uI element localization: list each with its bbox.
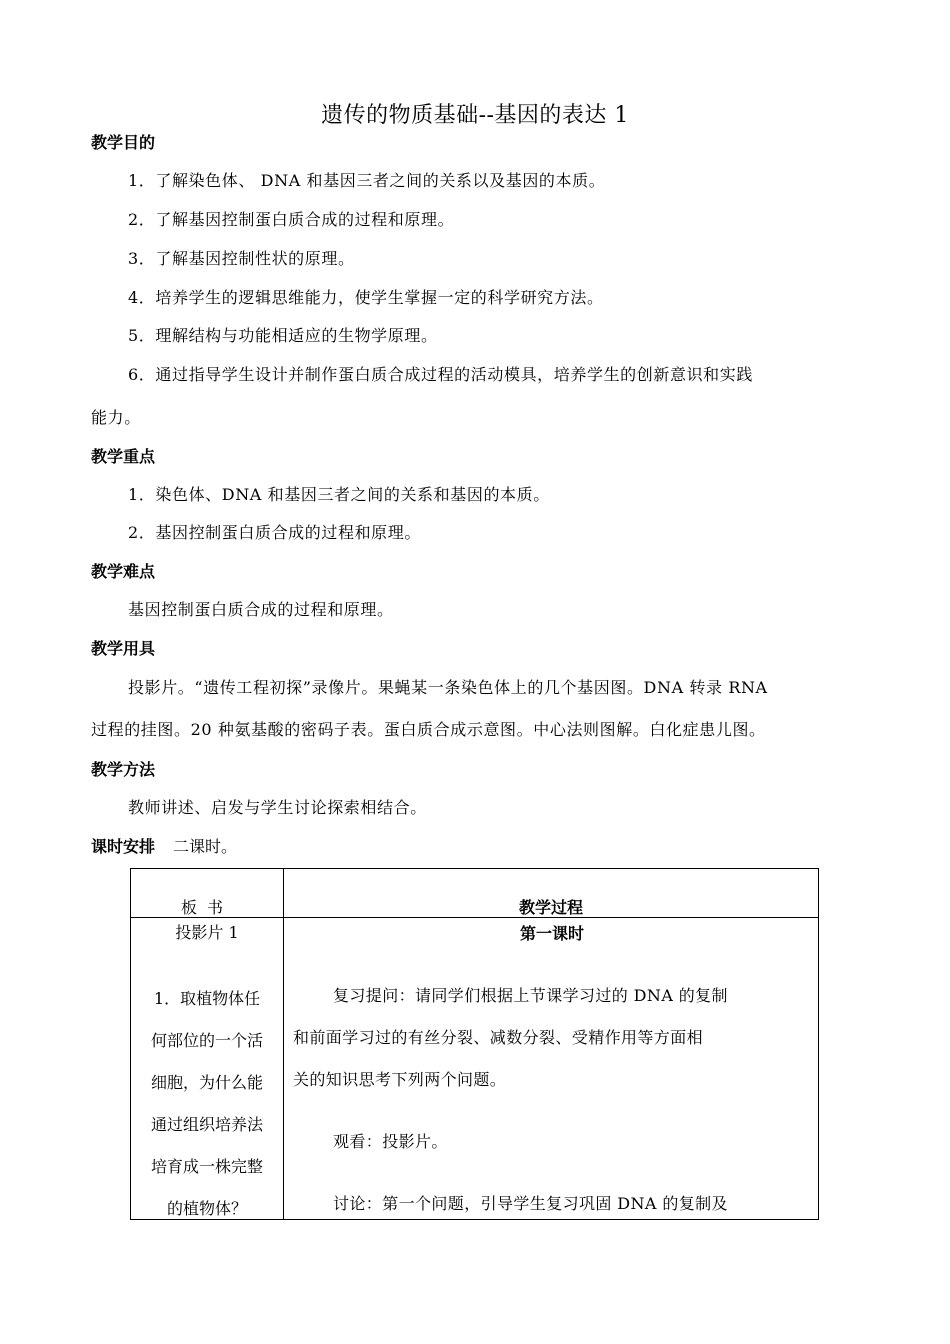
objective-item: 2．了解基因控制蛋白质合成的过程和原理。	[128, 210, 455, 229]
tools-text-line: 投影片。“遗传工程初探”录像片。果蝇某一条染色体上的几个基因图。DNA 转录 RNA	[128, 678, 768, 697]
lesson-table	[130, 868, 819, 1220]
process-line: 观看：投影片。	[333, 1132, 448, 1151]
objective-item: 6．通过指导学生设计并制作蛋白质合成过程的活动模具，培养学生的创新意识和实践	[128, 365, 753, 384]
objectives-heading: 教学目的	[91, 133, 156, 152]
blackboard-line: 通过组织培养法	[150, 1115, 263, 1134]
schedule-heading: 课时安排	[91, 837, 156, 856]
blackboard-line: 1．取植物体任	[153, 989, 261, 1008]
methods-text: 教师讲述、启发与学生讨论探索相结合。	[128, 798, 427, 817]
process-line: 和前面学习过的有丝分裂、减数分裂、受精作用等方面相	[293, 1028, 704, 1047]
blackboard-line: 何部位的一个活	[150, 1031, 263, 1050]
tools-text-line: 过程的挂图。20 种氨基酸的密码子表。蛋白质合成示意图。中心法则图解。白化症患儿图。	[91, 720, 766, 739]
objective-item: 3．了解基因控制性状的原理。	[128, 249, 355, 268]
blackboard-line: 的植物体？	[166, 1199, 247, 1218]
slide-label: 投影片 1	[175, 923, 239, 942]
key-point-item: 1．染色体、DNA 和基因三者之间的关系和基因的本质。	[128, 485, 550, 504]
process-line: 讨论：第一个问题，引导学生复习巩固 DNA 的复制及	[333, 1194, 728, 1213]
process-column	[293, 921, 811, 1213]
schedule-value: 二课时。	[173, 837, 238, 856]
process-line: 关的知识思考下列两个问题。	[293, 1070, 507, 1089]
blackboard-line: 培育成一株完整	[150, 1157, 263, 1176]
document-title: 遗传的物质基础--基因的表达 1	[321, 103, 629, 128]
methods-heading: 教学方法	[91, 760, 156, 779]
schedule-line	[91, 834, 237, 857]
key-point-item: 2．基因控制蛋白质合成的过程和原理。	[128, 523, 421, 542]
difficulties-heading: 教学难点	[91, 562, 156, 581]
objective-item: 4．培养学生的逻辑思维能力，使学生掌握一定的科学研究方法。	[128, 288, 604, 307]
objective-item: 1．了解染色体、 DNA 和基因三者之间的关系以及基因的本质。	[128, 171, 606, 190]
difficulties-text: 基因控制蛋白质合成的过程和原理。	[128, 600, 394, 619]
process-line: 复习提问：请同学们根据上节课学习过的 DNA 的复制	[333, 986, 728, 1005]
header-teaching-process: 教学过程	[518, 898, 583, 917]
tools-heading: 教学用具	[91, 639, 156, 658]
blackboard-line: 细胞，为什么能	[150, 1073, 263, 1092]
key-points-heading: 教学重点	[91, 447, 156, 466]
objective-item: 5．理解结构与功能相适应的生物学原理。	[128, 326, 438, 345]
header-blackboard: 板书	[180, 898, 233, 917]
column-divider	[283, 869, 284, 1219]
blackboard-column	[131, 921, 283, 1239]
objective-item-continuation: 能力。	[91, 408, 141, 427]
session-title: 第一课时	[519, 924, 584, 943]
